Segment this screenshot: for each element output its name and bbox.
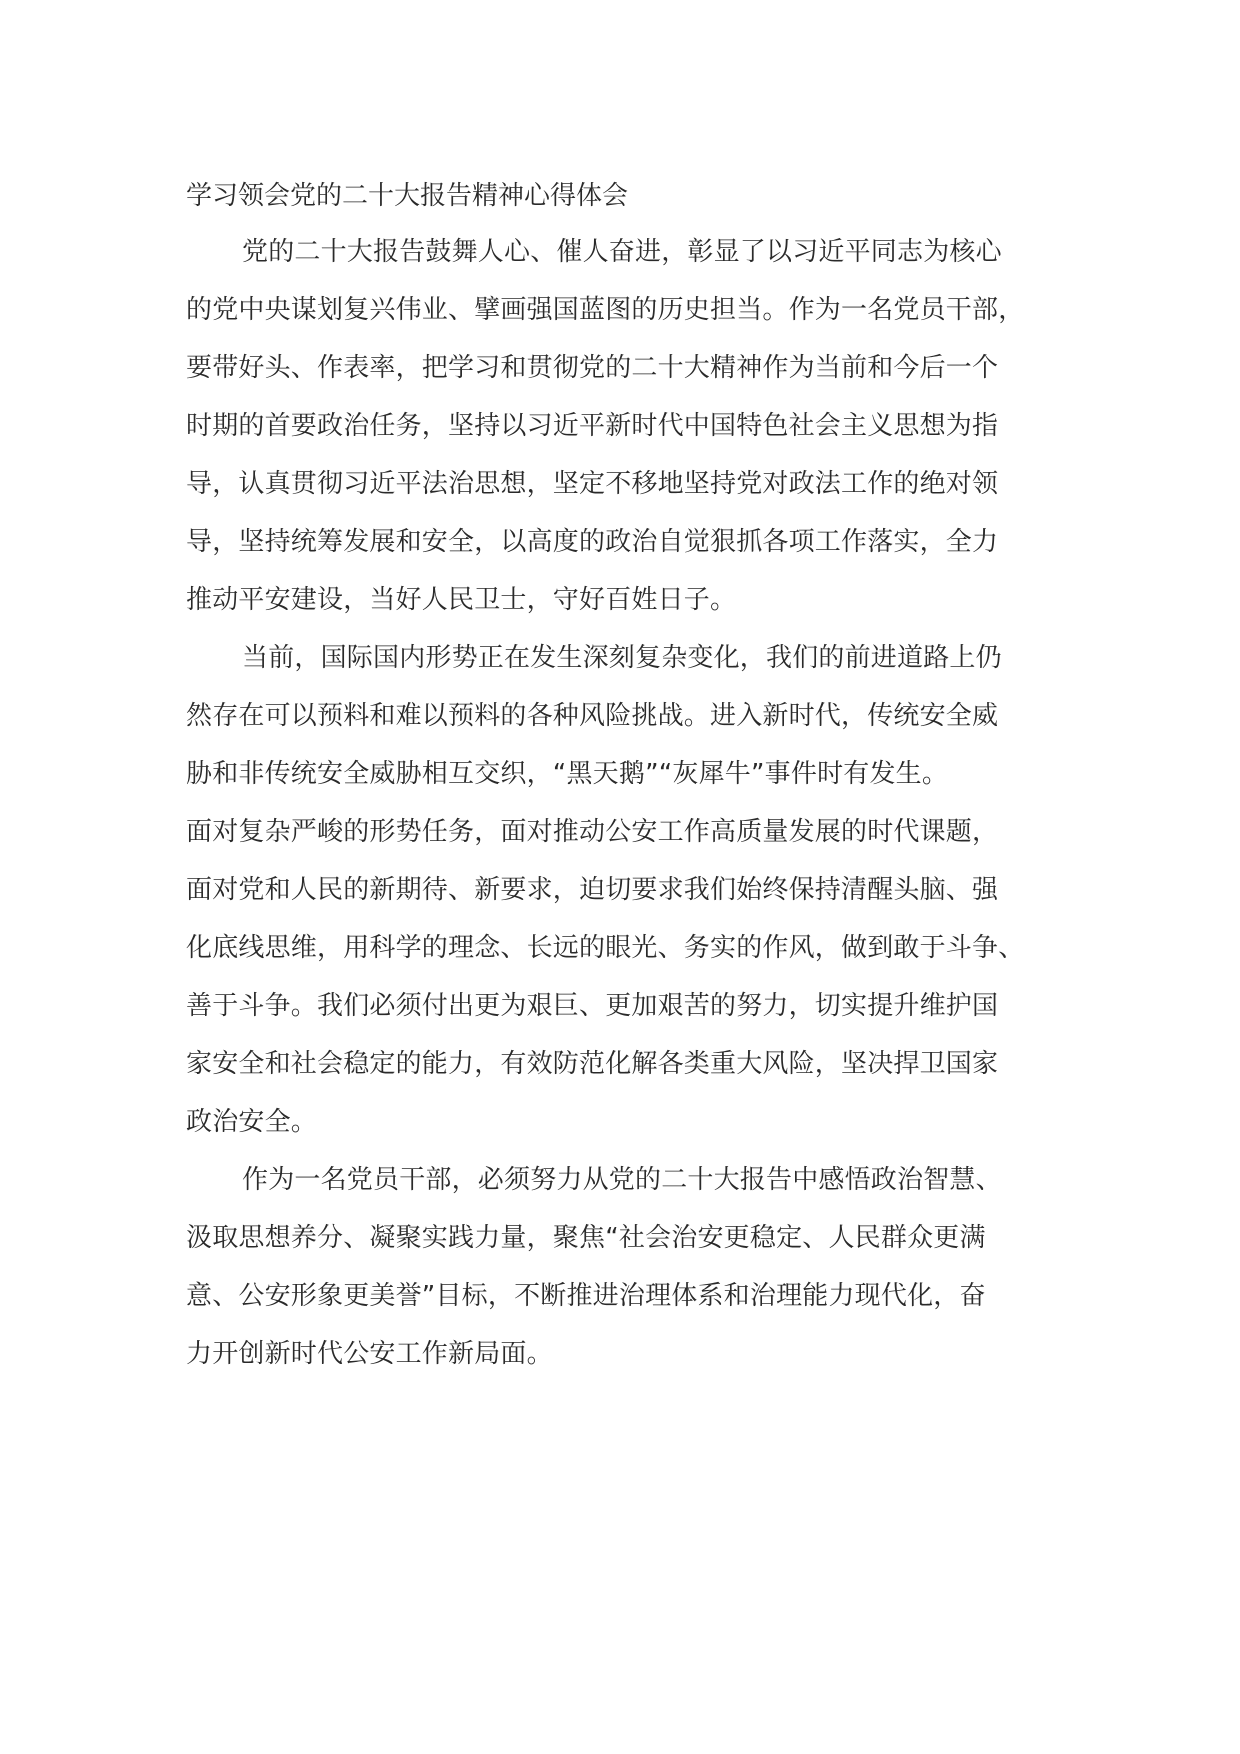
paragraph-2-line-7: 善于斗争。我们必须付出更为艰巨、更加艰苦的努力，切实提升维护国 bbox=[186, 991, 999, 1021]
paragraph-2-line-6: 化底线思维，用科学的理念、长远的眼光、务实的作风，做到敢于斗争、 bbox=[186, 933, 1025, 963]
paragraph-1-line-3: 要带好头、作表率，把学习和贯彻党的二十大精神作为当前和今后一个 bbox=[186, 353, 999, 383]
paragraph-3-line-2: 汲取思想养分、凝聚实践力量，聚焦“社会治安更稳定、人民群众更满 bbox=[186, 1223, 986, 1253]
document-title: 学习领会党的二十大报告精神心得体会 bbox=[186, 181, 629, 211]
paragraph-2-line-5: 面对党和人民的新期待、新要求，迫切要求我们始终保持清醒头脑、强 bbox=[186, 875, 999, 905]
paragraph-3-line-1: 作为一名党员干部，必须努力从党的二十大报告中感悟政治智慧、 bbox=[242, 1165, 1002, 1195]
paragraph-1-line-1: 党的二十大报告鼓舞人心、催人奋进，彰显了以习近平同志为核心 bbox=[242, 237, 1002, 267]
paragraph-2-line-9: 政治安全。 bbox=[186, 1107, 318, 1137]
paragraph-1-line-2: 的党中央谋划复兴伟业、擘画强国蓝图的历史担当。作为一名党员干部， bbox=[186, 295, 1025, 325]
paragraph-1-line-4: 时期的首要政治任务，坚持以习近平新时代中国特色社会主义思想为指 bbox=[186, 411, 999, 441]
paragraph-2-line-1: 当前，国际国内形势正在发生深刻复杂变化，我们的前进道路上仍 bbox=[242, 643, 1002, 673]
paragraph-2-line-8: 家安全和社会稳定的能力，有效防范化解各类重大风险，坚决捍卫国家 bbox=[186, 1049, 999, 1079]
paragraph-2-line-3: 胁和非传统安全威胁相互交织，“黑天鹅”“灰犀牛”事件时有发生。 bbox=[186, 759, 949, 789]
paragraph-2-line-4: 面对复杂严峻的形势任务，面对推动公安工作高质量发展的时代课题， bbox=[186, 817, 999, 847]
paragraph-1-line-6: 导，坚持统筹发展和安全，以高度的政治自觉狠抓各项工作落实，全力 bbox=[186, 527, 999, 557]
paragraph-1-line-5: 导，认真贯彻习近平法治思想，坚定不移地坚持党对政法工作的绝对领 bbox=[186, 469, 999, 499]
paragraph-3-line-3: 意、公安形象更美誉”目标，不断推进治理体系和治理能力现代化，奋 bbox=[186, 1281, 986, 1311]
paragraph-3-line-4: 力开创新时代公安工作新局面。 bbox=[186, 1339, 553, 1369]
paragraph-1-line-7: 推动平安建设，当好人民卫士，守好百姓日子。 bbox=[186, 585, 737, 615]
paragraph-2-line-2: 然存在可以预料和难以预料的各种风险挑战。进入新时代，传统安全威 bbox=[186, 701, 999, 731]
